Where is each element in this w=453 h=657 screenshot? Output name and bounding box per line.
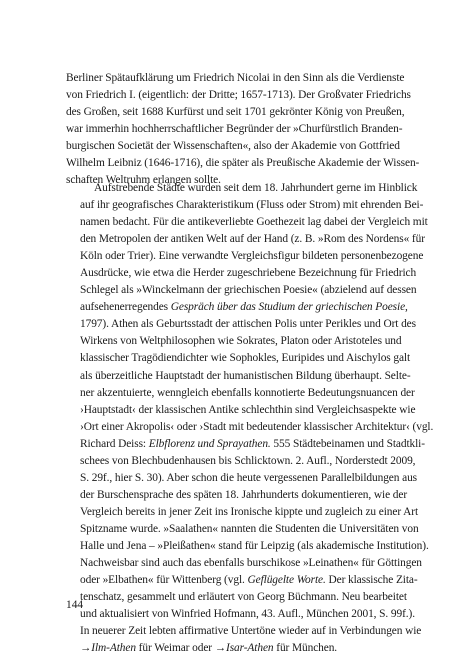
text-line: der Burschensprache des späten 18. Jahrhunderts dokumentieren, wie der [80,488,408,501]
text-line: Spitzname wurde. »Saalathen« nannten die Studenten die Universitäten von [80,522,419,535]
text-run: für München. [273,642,338,655]
text-run: oder »Elbathen« für Wittenberg (vgl. [80,574,248,587]
text-line: schees von Blechbudenhausen bis Schlicktown. 2. Aufl., Norderstedt 2009, [80,454,416,467]
text-line: schaften Weltruhm erlangen sollte. [66,174,221,187]
text-line: Schlegel als »Winckelmann der griechischen Poesie« (abzielend auf dessen [80,284,417,297]
book-title-italic: Gespräch über das Studium der griechischen Poesie, [170,301,408,314]
paragraph-continued [66,70,420,189]
text-line: den Metropolen der antiken Welt auf der Hand (z. B. »Rom des Nordens« für [80,233,425,246]
cross-reference-ilm-athen: →Ilm-Athen [80,642,136,655]
text-run: 555 Städtebeinamen und Stadtkli- [270,437,425,450]
text-line: ›Hauptstadt‹ der klassischen Antike schlechthin sind Vergleichsaspekte wie [80,403,416,416]
page-number: 144 [66,599,84,611]
text-run: aufsehenerregendes [80,301,171,314]
text-run: Richard Deiss: [80,437,149,450]
text-line: klassischer Tragödiendichter wie Sophokles, Euripides und Aischylos galt [80,352,411,365]
text-line: und aktualisiert von Winfried Hofmann, 43. Aufl., München 2001, S. 99f.). [80,608,415,621]
cross-reference-isar-athen: →Isar-Athen [214,642,274,655]
text-line: auf ihr geografisches Charakteristikum (Fluss oder Strom) mit ehrenden Bei- [80,199,424,212]
text-line: burgischen Societät der Wissenschaften«, also der Akademie von Gottfried [66,140,400,153]
text-line: Köln oder Trier). Eine verwandte Vergleichsfigur bildeten personenbezogene [80,250,424,263]
text-line: In neuerer Zeit lebten affirmative Untertöne wieder auf in Verbindungen wie [80,625,422,638]
text-line [66,572,418,589]
text-run: für Weimar oder [135,642,215,655]
paragraph-aufstrebende-staedte [66,180,434,657]
text-line: des Großen, seit 1688 Kurfürst und seit 1701 gekrönter König von Preußen, [66,106,405,119]
text-line: Berliner Spätaufklärung um Friedrich Nicolai in den Sinn als die Verdienste [66,72,405,84]
text-line: Halle und Jena – »Pleißathen« stand für Leipzig (als akademische Institution). [80,539,429,552]
text-line: Wilhelm Leibniz (1646-1716), die später als Preußische Akademie der Wissen- [66,157,420,170]
text-line: S. 29f., hier S. 30). Aber schon die heute vergessenen Parallelbildungen aus [80,471,417,484]
text-line [66,640,388,657]
text-line [66,436,425,453]
text-line: Aufstrebende Städte wurden seit dem 18. Jahrhundert gerne im Hinblick [94,182,418,194]
text-line: war immerhin hochherrschaftlicher Begründer der »Churfürstlich Branden- [66,123,403,136]
text-line: von Friedrich I. (eigentlich: der Dritte; 1657-1713). Der Großvater Friedrichs [66,89,411,102]
book-title-italic: Geflügelte Worte. [247,574,326,587]
text-line: ner akzentuierte, wenngleich ebenfalls konnotierte Bedeutungsnuancen der [80,386,415,399]
text-line: Ausdrücke, wie etwa die Herder zugeschriebene Bezeichnung für Friedrich [80,267,417,280]
text-line [66,299,408,316]
book-title-italic: Elbflorenz und Sprayathen. [148,437,271,450]
text-line: namen bedacht. Für die antikeverliebte Goethezeit lag dabei der Vergleich mit [80,216,428,229]
text-line: 1797). Athen als Geburtsstadt der attischen Polis unter Perikles und Ort des [80,318,416,331]
text-line: Nachweisbar sind auch das ebenfalls burschikose »Leinathen« für Göttingen [80,557,422,570]
text-line: Vergleich bereits in jener Zeit ins Ironische kippte und zugleich zu einer Art [80,505,419,518]
text-run: Der klassische Zita- [325,574,418,587]
text-line: ›Ort einer Akropolis‹ oder ›Stadt mit bedeutender klassischer Architektur‹ (vgl. [80,420,434,433]
text-line: tenschatz, gesammelt und erläutert von Georg Büchmann. Neu bearbeitet [80,591,407,604]
text-line: Wirkens von Weltphilosophen wie Sokrates, Platon oder Aristoteles und [80,335,402,348]
text-line: als überzeitliche Hauptstadt der humanistischen Bildung überhaupt. Selte- [80,369,411,382]
